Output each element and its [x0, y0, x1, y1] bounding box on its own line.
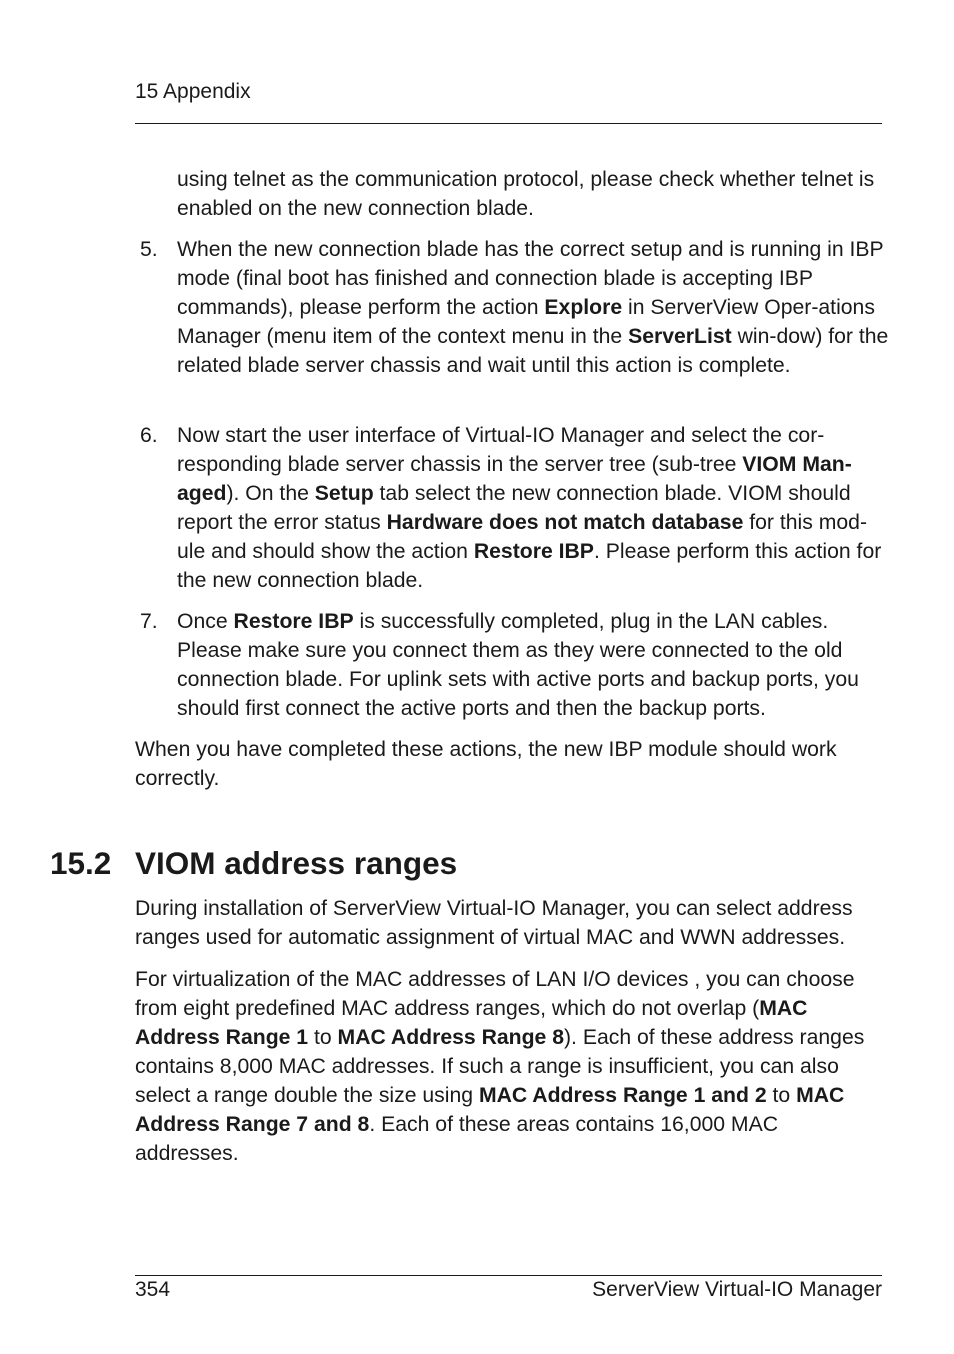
section-paragraph-2: For virtualization of the MAC addresses of LAN I/O devices , you can choose from eight predefined MAC address ranges, which do not overlap (MAC Address Range 1 to MAC Address Range 8). Each of these address ranges contains 8,000 MAC addresses. If such a range is insufficient, you can also select a range double the size using MAC Address Range 1 and 2 to MAC Address Range 7 and 8. Each of these areas contains 16,000 MAC addresses. — [135, 968, 865, 1165]
ui-term: Restore IBP — [233, 610, 354, 633]
list-number: 5. — [140, 238, 158, 261]
list-text: When the new connection blade has the correct setup and is running in IBP mode (final boot has finished and connection blade is accepting IBP commands), please perform the action Explore in ServerView Oper-ations Manager (menu item of the context menu in the ServerList win-dow) for the related blade server chassis and wait until this action is complete. — [177, 238, 889, 377]
ui-term: Restore IBP — [473, 540, 594, 563]
running-header: 15 Appendix — [135, 80, 251, 103]
ui-term: ServerList — [628, 325, 732, 348]
ui-term: MAC Address Range 7 and 8 — [135, 1084, 845, 1136]
header-rule — [135, 123, 882, 124]
footer-product-name: ServerView Virtual-IO Manager — [592, 1278, 882, 1301]
list-number: 6. — [140, 424, 158, 447]
page-number: 354 — [135, 1278, 171, 1301]
ui-term: MAC Address Range 8 — [337, 1026, 564, 1049]
section-paragraph-1: During installation of ServerView Virtual-IO Manager, you can select address ranges used for automatic assignment of virtual MAC and WWN addresses. — [135, 897, 853, 949]
ui-term: Hardware does not match database — [386, 511, 744, 534]
list-number: 7. — [140, 610, 158, 633]
ui-term: Setup — [314, 482, 374, 505]
list-text: Now start the user interface of Virtual-IO Manager and select the cor-responding blade server chassis in the server tree (sub-tree VIOM Man-aged). On the Setup tab select the new connection blade. VIOM should report the error status Hardware does not match database for this mod-ule and should show the action Restore IBP. Please perform this action for the new connection blade. — [177, 424, 882, 592]
list-text: Once Restore IBP is successfully completed, plug in the LAN cables. Please make sure you connect them as they were connected to the old connection blade. For uplink sets with active ports and backup ports, you should first connect the active ports and then the backup ports. — [177, 610, 859, 720]
closing-paragraph: When you have completed these actions, the new IBP module should work correctly. — [135, 738, 837, 790]
ui-term: MAC Address Range 1 — [135, 997, 808, 1049]
section-title: VIOM address ranges — [135, 845, 458, 881]
continuation-paragraph: using telnet as the communication protocol, please check whether telnet is enabled on the new connection blade. — [177, 168, 875, 220]
ui-term: VIOM Man-aged — [177, 453, 852, 505]
ui-term: Explore — [544, 296, 623, 319]
footer-rule — [135, 1275, 882, 1276]
ui-term: MAC Address Range 1 and 2 — [478, 1084, 767, 1107]
section-number: 15.2 — [50, 845, 112, 881]
